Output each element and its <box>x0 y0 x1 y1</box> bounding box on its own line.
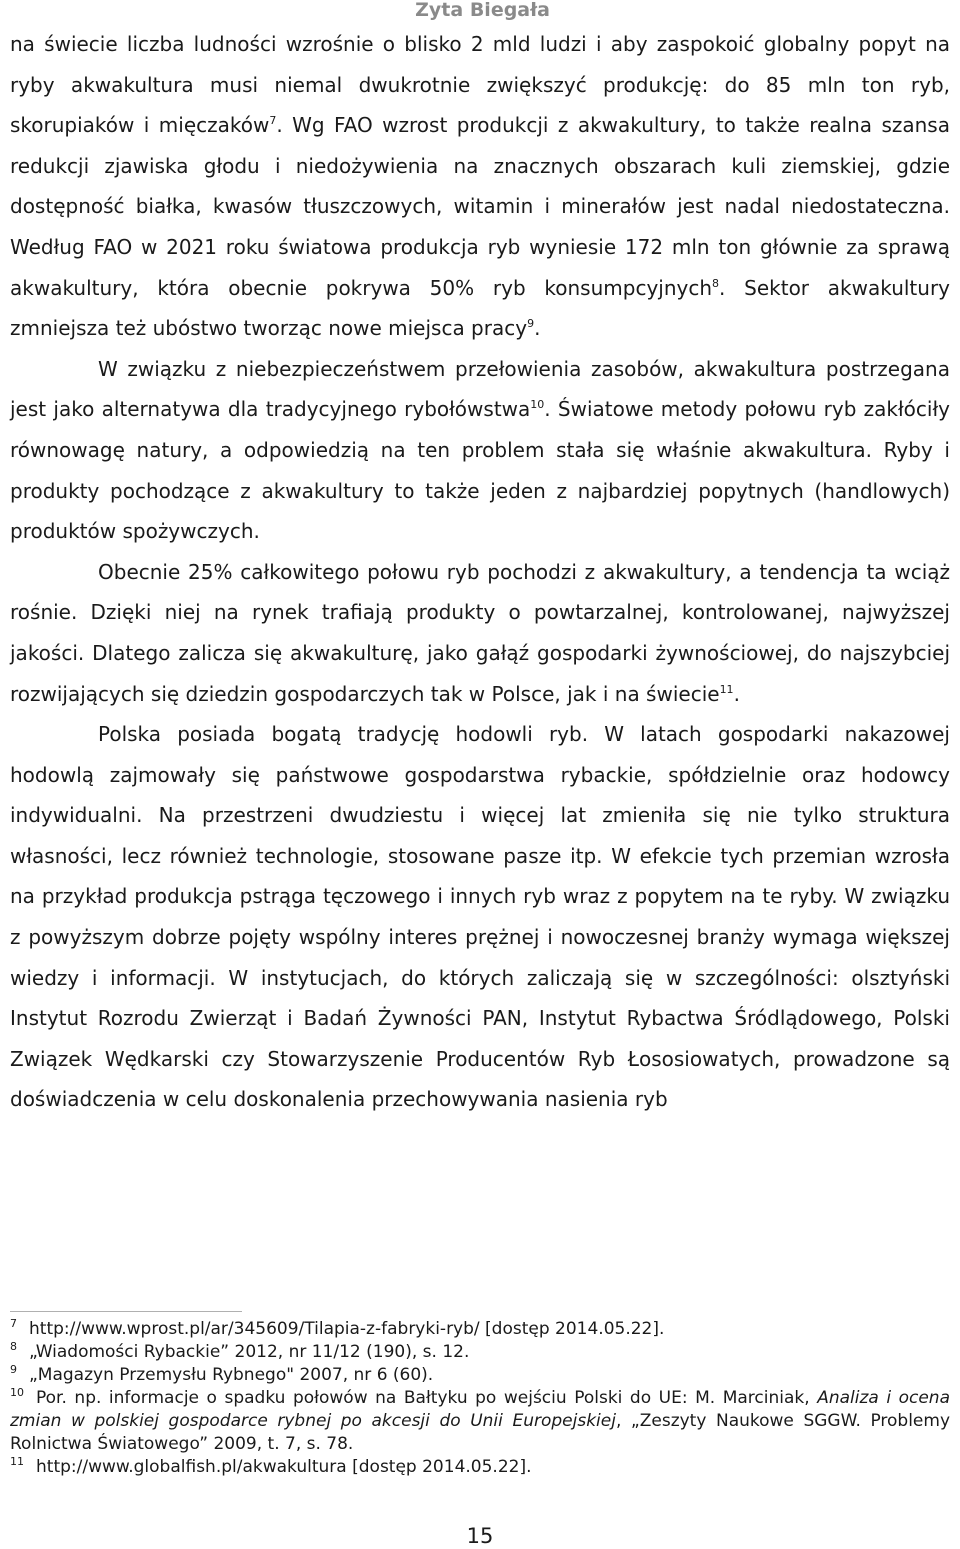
paragraph-text: Polska posiada bogatą tradycję hodowli ryb. W latach gospodarki nakazowej hodowlą zajmowały się państwowe gospodarstwa rybackie, spółdzielnie oraz hodowcy indywidualni. Na przestrzeni dwudziestu i więcej lat zmieniła się nie tylko struktura własności, lecz również technologie, stosowane pasze itp. W efekcie tych przemian wzrosła na przykład produkcja pstrąga tęczowego i innych ryb wraz z popytem na te ryby. W związku z powyższym dobrze pojęty wspólny interes prężnej i nowoczesnej branży wymaga większej wiedzy i informacji. W instytucjach, do których zaliczają się w szczególności: olsztyński Instytut Rozrodu Zwierząt i Badań Żywności PAN, Instytut Rybactwa Śródlądowego, Polski Związek Wędkarski czy Stowarzyszenie Producentów Ryb Łososiowatych, prowadzone są doświadczenia w celu doskonalenia przechowywania nasienia ryb <box>10 722 950 1112</box>
footnote <box>10 1341 950 1364</box>
paragraph-text: W związku z niebezpieczeństwem przełowienia zasobów, akwakultura postrzegana jest jako alternatywa dla tradycyjnego rybołówstwa <box>10 356 950 422</box>
paragraph-text: . <box>733 681 740 706</box>
footnote-separator <box>10 1311 242 1312</box>
footnote-number: 11 <box>10 1455 24 1468</box>
paragraph-text: na świecie liczba ludności wzrośnie o blisko 2 mld ludzi i aby zaspokoić globalny popyt na ryby akwakultura musi niemal dwukrotnie zwiększyć produkcję: do 85 mln ton ryb, skorupiaków i mięczaków <box>10 32 950 138</box>
running-head: Zyta Biegała <box>415 0 550 21</box>
footnote-title-italic: Analiza i ocena zmian w polskiej gospodarce rybnej po akcesji do Unii Europejskiej <box>10 1388 950 1431</box>
footnote <box>10 1364 950 1387</box>
footnote <box>10 1387 950 1456</box>
paragraph <box>10 714 950 1120</box>
footnote-number: 8 <box>10 1340 17 1353</box>
footnote-text: „Wiadomości Rybackie” 2012, nr 11/12 (190), s. 12. <box>29 1342 470 1362</box>
page-number: 15 <box>466 1524 494 1548</box>
footnote <box>10 1318 950 1341</box>
body-text <box>10 24 950 1120</box>
footnote-text[interactable]: http://www.wprost.pl/ar/345609/Tilapia-z-fabryki-ryb/ [dostęp 2014.05.22]. <box>29 1319 665 1339</box>
footnotes <box>10 1318 950 1479</box>
paragraph-text: . Sektor akwakultury zmniejsza też ubóstwo tworząc nowe miejsca pracy <box>10 275 951 341</box>
footnote-text: , „Zeszyty Naukowe SGGW. Problemy Rolnictwa Światowego” 2009, t. 7, s. 78. <box>10 1411 951 1454</box>
footnote-ref[interactable]: 8 <box>712 276 720 290</box>
paragraph-text: Obecnie 25% całkowitego połowu ryb pochodzi z akwakultury, a tendencja ta wciąż rośnie. Dzięki niej na rynek trafiają produkty o powtarzalnej, kontrolowanej, najwyższej jakości. Dlatego zalicza się akwakulturę, jako gałąź gospodarki żywnościowej, do najszybciej rozwijających się dziedzin gospodarczych tak w Polsce, jak i na świecie <box>10 559 950 706</box>
footnote-text: Por. np. informacje o spadku połowów na Bałtyku po wejściu Polski do UE: M. Marciniak, <box>36 1388 818 1408</box>
footnote-ref[interactable]: 9 <box>527 317 535 331</box>
footnote-ref[interactable]: 10 <box>530 398 545 412</box>
paragraph <box>10 349 950 552</box>
footnote-ref[interactable]: 11 <box>719 682 734 696</box>
paragraph <box>10 24 950 349</box>
paragraph-text: . Wg FAO wzrost produkcji z akwakultury, to także realna szansa redukcji zjawiska głodu i niedożywienia na znacznych obszarach kuli ziemskiej, gdzie dostępność białka, kwasów tłuszczowych, witamin i minerałów jest nadal niedostateczna. Według FAO w 2021 roku światowa produkcja ryb wyniesie 172 mln ton głównie za sprawą akwakultury, która obecnie pokrywa 50% ryb konsumpcyjnych <box>10 113 950 300</box>
footnote-number: 7 <box>10 1317 17 1330</box>
footnote-text: „Magazyn Przemysłu Rybnego" 2007, nr 6 (60). <box>29 1365 434 1385</box>
paragraph-text: . Światowe metody połowu ryb zakłóciły równowagę natury, a odpowiedzią na ten problem stała się właśnie akwakultura. Ryby i produkty pochodzące z akwakultury to także jeden z najbardziej popytnych (handlowych) produktów spożywczych. <box>10 397 950 544</box>
footnote-number: 9 <box>10 1363 17 1376</box>
paragraph <box>10 552 950 714</box>
footnote-text[interactable]: http://www.globalfish.pl/akwakultura [dostęp 2014.05.22]. <box>36 1457 532 1477</box>
footnote-number: 10 <box>10 1386 24 1399</box>
paragraph-text: . <box>534 316 541 341</box>
footnote-ref[interactable]: 7 <box>269 114 277 128</box>
footnote <box>10 1456 950 1479</box>
